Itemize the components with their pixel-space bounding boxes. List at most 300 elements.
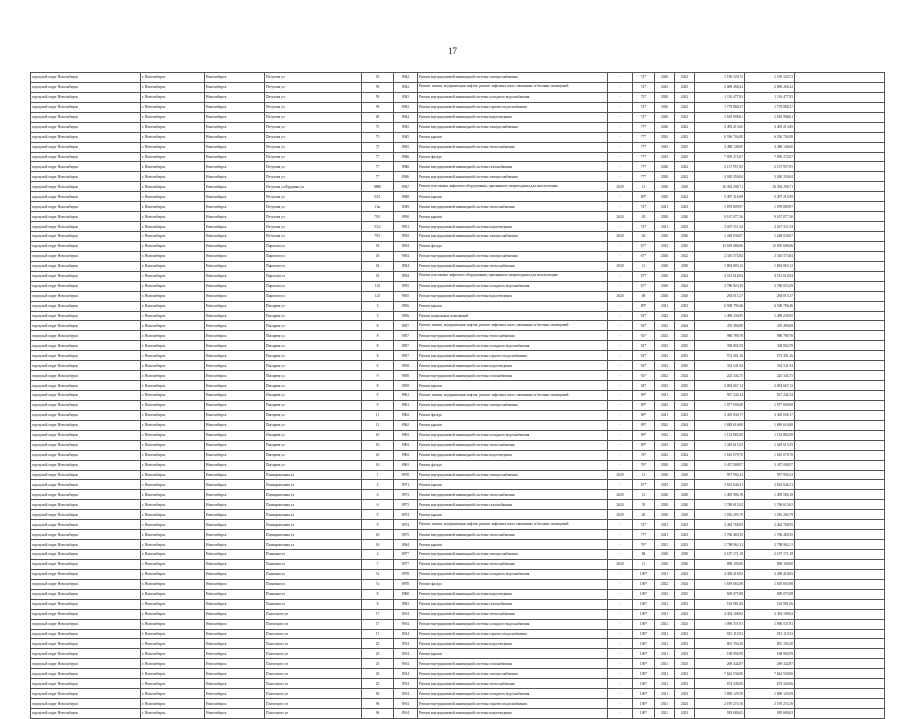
table-cell-col1: городской округ Новосибирск xyxy=(31,510,141,520)
table-cell-col9: 20 xyxy=(633,212,655,222)
table-cell-col7: Ремонт крыши xyxy=(418,420,608,430)
table-cell-col12: 2 107 171,18 xyxy=(695,550,745,560)
table-cell-col4: Пирогова ул xyxy=(265,261,362,271)
table-cell-col11: 2022 xyxy=(675,73,695,83)
table-cell-col5: 53/1 xyxy=(362,192,394,202)
table-cell-col8: 2020 xyxy=(608,291,633,301)
table-cell-col11: 2020 xyxy=(675,490,695,500)
table-row xyxy=(31,391,885,401)
table-cell-col6: 8970 xyxy=(394,470,418,480)
table-cell-col11: 2022 xyxy=(675,271,695,281)
table-cell-col8: - xyxy=(608,420,633,430)
table-cell-col14 xyxy=(795,152,885,162)
table-cell-col1: городской округ Новосибирск xyxy=(31,391,141,401)
table-cell-col4: Плановая ул xyxy=(265,599,362,609)
table-cell-col14 xyxy=(795,530,885,540)
table-cell-col10: 2020 xyxy=(655,192,675,202)
table-cell-col4: Писарева ул xyxy=(265,321,362,331)
table-cell-col7: Ремонт крыши xyxy=(418,212,608,222)
table-cell-col10: 2021 xyxy=(655,222,675,232)
table-cell-col9: 35 xyxy=(633,500,655,510)
table-cell-col4: Плановая ул xyxy=(265,559,362,569)
table-cell-col9: 100* xyxy=(633,699,655,709)
table-cell-col5: 17 xyxy=(362,619,394,629)
table-cell-col1: городской округ Новосибирск xyxy=(31,410,141,420)
table-cell-col8: - xyxy=(608,589,633,599)
table-cell-col7: Ремонт внутридомовой инженерной системы теплоснабжения xyxy=(418,679,608,689)
table-cell-col2: г. Новосибирск xyxy=(141,182,205,192)
table-cell-col4: Писарева ул xyxy=(265,351,362,361)
table-cell-col8: 2020 xyxy=(608,470,633,480)
table-cell-col9: 92* xyxy=(633,341,655,351)
table-cell-col12: 1 190 520,72 xyxy=(695,73,745,83)
table-cell-col13: 1 778 868,37 xyxy=(745,102,795,112)
table-cell-col1: городской округ Новосибирск xyxy=(31,202,141,212)
table-cell-col13: 2 454 108,82 xyxy=(745,609,795,619)
table-cell-col5: 8 xyxy=(362,589,394,599)
table-cell-col14 xyxy=(795,261,885,271)
table-cell-col8: - xyxy=(608,619,633,629)
table-cell-col2: г. Новосибирск xyxy=(141,73,205,83)
table-cell-col2: г. Новосибирск xyxy=(141,351,205,361)
table-cell-col8: - xyxy=(608,709,633,719)
table-cell-col4: Пирогова ул xyxy=(265,251,362,261)
table-cell-col12: 572 301,16 xyxy=(695,351,745,361)
table-cell-col10: 2023 xyxy=(655,381,675,391)
table-cell-col5: 8880 xyxy=(362,182,394,192)
table-cell-col2: г. Новосибирск xyxy=(141,391,205,401)
table-row xyxy=(31,192,885,202)
table-cell-col12: 163 981,06 xyxy=(695,599,745,609)
table-row xyxy=(31,500,885,510)
table-cell-col1: городской округ Новосибирск xyxy=(31,232,141,242)
table-cell-col13: 1 349 615,55 xyxy=(745,440,795,450)
table-cell-col4: Писарева ул xyxy=(265,391,362,401)
table-cell-col10: 2021 xyxy=(655,530,675,540)
table-cell-col3: Новосибирск xyxy=(205,510,265,520)
table-cell-col8: - xyxy=(608,361,633,371)
table-cell-col6: 8974 xyxy=(394,520,418,530)
table-cell-col13: 1 190 520,72 xyxy=(745,73,795,83)
table-cell-col9: 89* xyxy=(633,301,655,311)
table-cell-col12: 1 495 586,18 xyxy=(695,490,745,500)
table-cell-col4: Плановая ул xyxy=(265,550,362,560)
table-cell-col13: 674 340,06 xyxy=(745,679,795,689)
table-cell-col7: Ремонт внутридомовой инженерной системы электроснабжения xyxy=(418,550,608,560)
table-cell-col6: 8955 xyxy=(394,281,418,291)
table-cell-col4: Писарева ул xyxy=(265,420,362,430)
table-cell-col13: 7 642 530,00 xyxy=(745,669,795,679)
table-cell-col13: 163 981,06 xyxy=(745,599,795,609)
table-cell-col11: 2023 xyxy=(675,709,695,719)
table-cell-col13: 12 659 686,66 xyxy=(745,241,795,251)
table-cell-col5: 125 xyxy=(362,281,394,291)
table-cell-col2: г. Новосибирск xyxy=(141,172,205,182)
table-cell-col14 xyxy=(795,400,885,410)
table-cell-col14 xyxy=(795,202,885,212)
table-cell-col14 xyxy=(795,599,885,609)
table-cell-col14 xyxy=(795,609,885,619)
table-cell-col14 xyxy=(795,142,885,152)
table-cell-col8: - xyxy=(608,530,633,540)
table-cell-col12: 1 499 230,95 xyxy=(695,311,745,321)
table-cell-col4: Плахотного ул xyxy=(265,679,362,689)
table-cell-col6: 8914 xyxy=(394,659,418,669)
table-cell-col12: 1 096 537,81 xyxy=(695,619,745,629)
table-cell-col13: 1 878 809,97 xyxy=(745,202,795,212)
table-cell-col4: Писарева ул xyxy=(265,311,362,321)
table-cell-col12: 2 316 573,84 xyxy=(695,251,745,261)
table-cell-col2: г. Новосибирск xyxy=(141,679,205,689)
table-cell-col9: 67* xyxy=(633,251,655,261)
table-cell-col3: Новосибирск xyxy=(205,331,265,341)
table-cell-col9: 92* xyxy=(633,331,655,341)
table-cell-col11: 2024 xyxy=(675,321,695,331)
table-cell-col11: 2023 xyxy=(675,609,695,619)
table-cell-col9: 89* xyxy=(633,420,655,430)
table-cell-col2: г. Новосибирск xyxy=(141,301,205,311)
table-cell-col14 xyxy=(795,619,885,629)
table-cell-col7: Ремонт внутридомовой инженерной системы теплоснабжения xyxy=(418,440,608,450)
table-cell-col6: 8942 xyxy=(394,73,418,83)
table-cell-col6: 8977 xyxy=(394,550,418,560)
table-cell-col14 xyxy=(795,629,885,639)
table-cell-col6: 8956 xyxy=(394,311,418,321)
table-cell-col4: Пирогова ул xyxy=(265,291,362,301)
table-cell-col4: Писарева ул xyxy=(265,381,362,391)
table-cell-col4: Петухова ул xyxy=(265,102,362,112)
table-cell-col10: 2021 xyxy=(655,540,675,550)
table-cell-col12: 1 248 030,07 xyxy=(695,232,745,242)
table-cell-col8: - xyxy=(608,341,633,351)
table-cell-col14 xyxy=(795,460,885,470)
table-cell-col8: - xyxy=(608,410,633,420)
table-cell-col6: 8955 xyxy=(394,291,418,301)
table-cell-col3: Новосибирск xyxy=(205,470,265,480)
table-cell-col10: 2023 xyxy=(655,341,675,351)
table-cell-col1: городской округ Новосибирск xyxy=(31,430,141,440)
table-cell-col6: 8946 xyxy=(394,172,418,182)
table-cell-col9: 100* xyxy=(633,639,655,649)
table-cell-col6: 8962 xyxy=(394,420,418,430)
table-cell-col7: Ремонт внутридомовой инженерной системы холодного водоснабжения xyxy=(418,92,608,102)
table-cell-col11: 2023 xyxy=(675,301,695,311)
table-cell-col14 xyxy=(795,381,885,391)
table-cell-col13: 815 119,53 xyxy=(745,629,795,639)
table-cell-col2: г. Новосибирск xyxy=(141,420,205,430)
table-cell-col3: Новосибирск xyxy=(205,709,265,719)
table-cell-col6: 8945 xyxy=(394,122,418,132)
table-cell-col4: Планировочная ул xyxy=(265,520,362,530)
table-cell-col7: Ремонт внутридомовой инженерной системы теплоснабжения xyxy=(418,261,608,271)
table-row xyxy=(31,530,885,540)
table-row xyxy=(31,679,885,689)
table-cell-col4: Плахотного ул xyxy=(265,709,362,719)
table-cell-col5: 16 xyxy=(362,540,394,550)
table-cell-col14 xyxy=(795,341,885,351)
table-cell-col11: 2022 xyxy=(675,251,695,261)
table-cell-col10: 2022 xyxy=(655,371,675,381)
table-cell-col10: 2023 xyxy=(655,241,675,251)
table-cell-col3: Новосибирск xyxy=(205,540,265,550)
table-cell-col7: Ремонт внутридомовой инженерной системы газоснабжения xyxy=(418,162,608,172)
table-cell-col8: - xyxy=(608,629,633,639)
table-cell-col5: 25 xyxy=(362,639,394,649)
table-cell-col5: 16 xyxy=(362,450,394,460)
table-cell-col14 xyxy=(795,311,885,321)
table-cell-col2: г. Новосибирск xyxy=(141,122,205,132)
table-cell-col9: 67* xyxy=(633,281,655,291)
table-cell-col1: городской округ Новосибирск xyxy=(31,709,141,719)
table-cell-col12: 815 119,53 xyxy=(695,629,745,639)
table-cell-col3: Новосибирск xyxy=(205,142,265,152)
table-cell-col5: 69 xyxy=(362,112,394,122)
table-cell-col7: Ремонт внутридомовой инженерной системы электроснабжения xyxy=(418,251,608,261)
table-cell-col5: 8 xyxy=(362,341,394,351)
table-cell-col4: Писарева ул xyxy=(265,440,362,450)
table-row xyxy=(31,400,885,410)
table-cell-col2: г. Новосибирск xyxy=(141,589,205,599)
table-cell-col5: 125 xyxy=(362,291,394,301)
table-cell-col7: Ремонт фасада xyxy=(418,579,608,589)
table-cell-col4: Писарева ул xyxy=(265,450,362,460)
table-cell-col1: городской округ Новосибирск xyxy=(31,192,141,202)
table-cell-col7: Ремонт внутридомовой инженерной системы теплоснабжения xyxy=(418,142,608,152)
table-cell-col8: 2020 xyxy=(608,232,633,242)
table-row xyxy=(31,490,885,500)
table-row xyxy=(31,629,885,639)
table-cell-col1: городской округ Новосибирск xyxy=(31,251,141,261)
table-cell-col13: 3 652 646,31 xyxy=(745,480,795,490)
table-cell-col10: 2020 xyxy=(655,251,675,261)
table-cell-col4: Петухова ул xyxy=(265,132,362,142)
table-cell-col1: городской округ Новосибирск xyxy=(31,669,141,679)
table-cell-col11: 2022 xyxy=(675,122,695,132)
table-cell-col14 xyxy=(795,410,885,420)
table-row xyxy=(31,569,885,579)
table-cell-col2: г. Новосибирск xyxy=(141,112,205,122)
table-cell-col4: Писарева ул xyxy=(265,410,362,420)
table-cell-col4: Петухова ул xyxy=(265,142,362,152)
table-row xyxy=(31,301,885,311)
table-cell-col14 xyxy=(795,112,885,122)
table-cell-col6: 8914 xyxy=(394,629,418,639)
table-cell-col14 xyxy=(795,490,885,500)
table-row xyxy=(31,579,885,589)
table-cell-col5: 8 xyxy=(362,331,394,341)
table-cell-col13: 6 508 796,46 xyxy=(745,301,795,311)
table-cell-col9: 11 xyxy=(633,470,655,480)
table-cell-col2: г. Новосибирск xyxy=(141,699,205,709)
table-cell-col13: 1 639 663,98 xyxy=(745,579,795,589)
table-cell-col5: 17 xyxy=(362,609,394,619)
table-cell-col2: г. Новосибирск xyxy=(141,550,205,560)
table-cell-col6: 8963 xyxy=(394,440,418,450)
table-cell-col11: 2020 xyxy=(675,261,695,271)
table-cell-col4: Плахотного ул xyxy=(265,629,362,639)
table-cell-col5: 79/1 xyxy=(362,232,394,242)
table-cell-col9: 92* xyxy=(633,351,655,361)
table-cell-col1: городской округ Новосибирск xyxy=(31,82,141,92)
table-cell-col10: 2022 xyxy=(655,321,675,331)
table-cell-col2: г. Новосибирск xyxy=(141,132,205,142)
table-cell-col6: 8954 xyxy=(394,271,418,281)
table-row xyxy=(31,550,885,560)
table-row xyxy=(31,420,885,430)
table-cell-col2: г. Новосибирск xyxy=(141,559,205,569)
table-cell-col10: 2020 xyxy=(655,73,675,83)
table-cell-col6: 8947 xyxy=(394,182,418,192)
table-cell-col11: 2020 xyxy=(675,212,695,222)
table-cell-col12: 929 680,02 xyxy=(695,709,745,719)
table-cell-col5: 55 xyxy=(362,73,394,83)
table-cell-col12: 2 786 823,29 xyxy=(695,281,745,291)
table-cell-col1: городской округ Новосибирск xyxy=(31,569,141,579)
table-cell-col13: 1 863 803,12 xyxy=(745,261,795,271)
table-cell-col7: Ремонт крыши xyxy=(418,510,608,520)
table-cell-col7: Ремонт внутридомовой инженерной системы горячего водоснабжения xyxy=(418,351,608,361)
table-cell-col3: Новосибирск xyxy=(205,341,265,351)
table-cell-col7: Ремонт внутридомовой инженерной системы горячего водоснабжения xyxy=(418,629,608,639)
table-cell-col11: 2025 xyxy=(675,132,695,142)
repair-program-table xyxy=(30,72,885,719)
table-cell-col8: - xyxy=(608,540,633,550)
table-cell-col4: Петухова ул xyxy=(265,122,362,132)
table-cell-col6: 8981 xyxy=(394,599,418,609)
table-row xyxy=(31,222,885,232)
table-cell-col11: 2023 xyxy=(675,222,695,232)
table-cell-col11: 2023 xyxy=(675,699,695,709)
table-cell-col13: 3 437 008,97 xyxy=(745,460,795,470)
table-cell-col2: г. Новосибирск xyxy=(141,381,205,391)
table-cell-col2: г. Новосибирск xyxy=(141,222,205,232)
table-cell-col10: 2020 xyxy=(655,281,675,291)
table-cell-col10: 2021 xyxy=(655,301,675,311)
table-cell-col7: Ремонт внутридомовой инженерной системы теплоснабжения xyxy=(418,202,608,212)
table-row xyxy=(31,232,885,242)
table-cell-col4: Плановая ул xyxy=(265,579,362,589)
table-cell-col4: Планировочная ул xyxy=(265,480,362,490)
table-cell-col5: 8 xyxy=(362,351,394,361)
table-cell-col14 xyxy=(795,132,885,142)
table-cell-col3: Новосибирск xyxy=(205,569,265,579)
table-cell-col6: 8914 xyxy=(394,669,418,679)
table-cell-col9: 77* xyxy=(633,530,655,540)
table-cell-col5: 25 xyxy=(362,649,394,659)
table-cell-col7: Ремонт внутридомовой инженерной системы водоотведения xyxy=(418,450,608,460)
table-cell-col14 xyxy=(795,321,885,331)
table-cell-col13: 572 301,16 xyxy=(745,351,795,361)
table-cell-col9: 77* xyxy=(633,122,655,132)
table-cell-col1: городской округ Новосибирск xyxy=(31,579,141,589)
table-cell-col10: 2023 xyxy=(655,142,675,152)
table-cell-col9: 72* xyxy=(633,520,655,530)
table-cell-col9: 89* xyxy=(633,410,655,420)
table-cell-col10: 2020 xyxy=(655,182,675,192)
table-cell-col11: 2023 xyxy=(675,202,695,212)
table-cell-col13: 2 107 171,18 xyxy=(745,550,795,560)
table-cell-col6: 8914 xyxy=(394,609,418,619)
table-cell-col2: г. Новосибирск xyxy=(141,490,205,500)
table-cell-col3: Новосибирск xyxy=(205,520,265,530)
table-row xyxy=(31,510,885,520)
table-cell-col8: - xyxy=(608,162,633,172)
table-cell-col10: 2023 xyxy=(655,589,675,599)
table-cell-col5: 11 xyxy=(362,410,394,420)
table-cell-col13: 957 994,32 xyxy=(745,470,795,480)
table-cell-col11: 2024 xyxy=(675,400,695,410)
table-cell-col9: 67* xyxy=(633,271,655,281)
table-cell-col12: 334 541,94 xyxy=(695,361,745,371)
table-cell-col10: 2020 xyxy=(655,291,675,301)
table-cell-col4: Пирогова ул xyxy=(265,281,362,291)
table-cell-col1: городской округ Новосибирск xyxy=(31,659,141,669)
table-cell-col1: городской округ Новосибирск xyxy=(31,490,141,500)
table-cell-col2: г. Новосибирск xyxy=(141,371,205,381)
table-cell-col8: - xyxy=(608,679,633,689)
table-cell-col2: г. Новосибирск xyxy=(141,440,205,450)
table-cell-col8: - xyxy=(608,271,633,281)
table-row xyxy=(31,162,885,172)
table-cell-col13: 1 077 690,08 xyxy=(745,400,795,410)
table-cell-col12: 9 167 077,26 xyxy=(695,212,745,222)
table-cell-col2: г. Новосибирск xyxy=(141,410,205,420)
table-cell-col13: 9 167 077,26 xyxy=(745,212,795,222)
table-cell-col9: 100* xyxy=(633,629,655,639)
table-cell-col5: 8 xyxy=(362,599,394,609)
table-cell-col14 xyxy=(795,649,885,659)
table-cell-col14 xyxy=(795,222,885,232)
table-cell-col1: городской округ Новосибирск xyxy=(31,281,141,291)
table-cell-col4: Плахотного ул xyxy=(265,689,362,699)
table-row xyxy=(31,649,885,659)
table-row xyxy=(31,202,885,212)
table-cell-col1: городской округ Новосибирск xyxy=(31,301,141,311)
table-cell-col13: 168 904,99 xyxy=(745,649,795,659)
table-row xyxy=(31,460,885,470)
table-cell-col1: городской округ Новосибирск xyxy=(31,699,141,709)
table-cell-col12: 988 789,78 xyxy=(695,331,745,341)
table-cell-col11: 2023 xyxy=(675,639,695,649)
table-cell-col3: Новосибирск xyxy=(205,162,265,172)
table-cell-col3: Новосибирск xyxy=(205,73,265,83)
table-cell-col12: 6 508 796,46 xyxy=(695,301,745,311)
table-cell-col3: Новосибирск xyxy=(205,609,265,619)
table-body xyxy=(31,73,885,719)
table-cell-col9: 100* xyxy=(633,689,655,699)
table-cell-col7: Ремонт внутридомовой инженерной системы электроснабжения xyxy=(418,232,608,242)
table-cell-col6: 8958 xyxy=(394,371,418,381)
table-cell-col13: 1 248 030,07 xyxy=(745,232,795,242)
table-cell-col4: Петухова ул xyxy=(265,192,362,202)
table-cell-col5: 96 xyxy=(362,709,394,719)
table-cell-col11: 2025 xyxy=(675,440,695,450)
table-cell-col6: 8958 xyxy=(394,361,418,371)
table-cell-col5: 2 xyxy=(362,550,394,560)
table-cell-col5: 18 xyxy=(362,271,394,281)
table-row xyxy=(31,699,885,709)
table-cell-col6: 8971 xyxy=(394,480,418,490)
table-cell-col7: Ремонт внутридомовой инженерной системы электроснабжения xyxy=(418,122,608,132)
table-row xyxy=(31,559,885,569)
table-cell-col3: Новосибирск xyxy=(205,202,265,212)
table-cell-col8: - xyxy=(608,579,633,589)
table-row xyxy=(31,172,885,182)
table-row xyxy=(31,82,885,92)
table-cell-col10: 2020 xyxy=(655,510,675,520)
table-cell-col1: городской округ Новосибирск xyxy=(31,550,141,560)
table-cell-col10: 2020 xyxy=(655,500,675,510)
